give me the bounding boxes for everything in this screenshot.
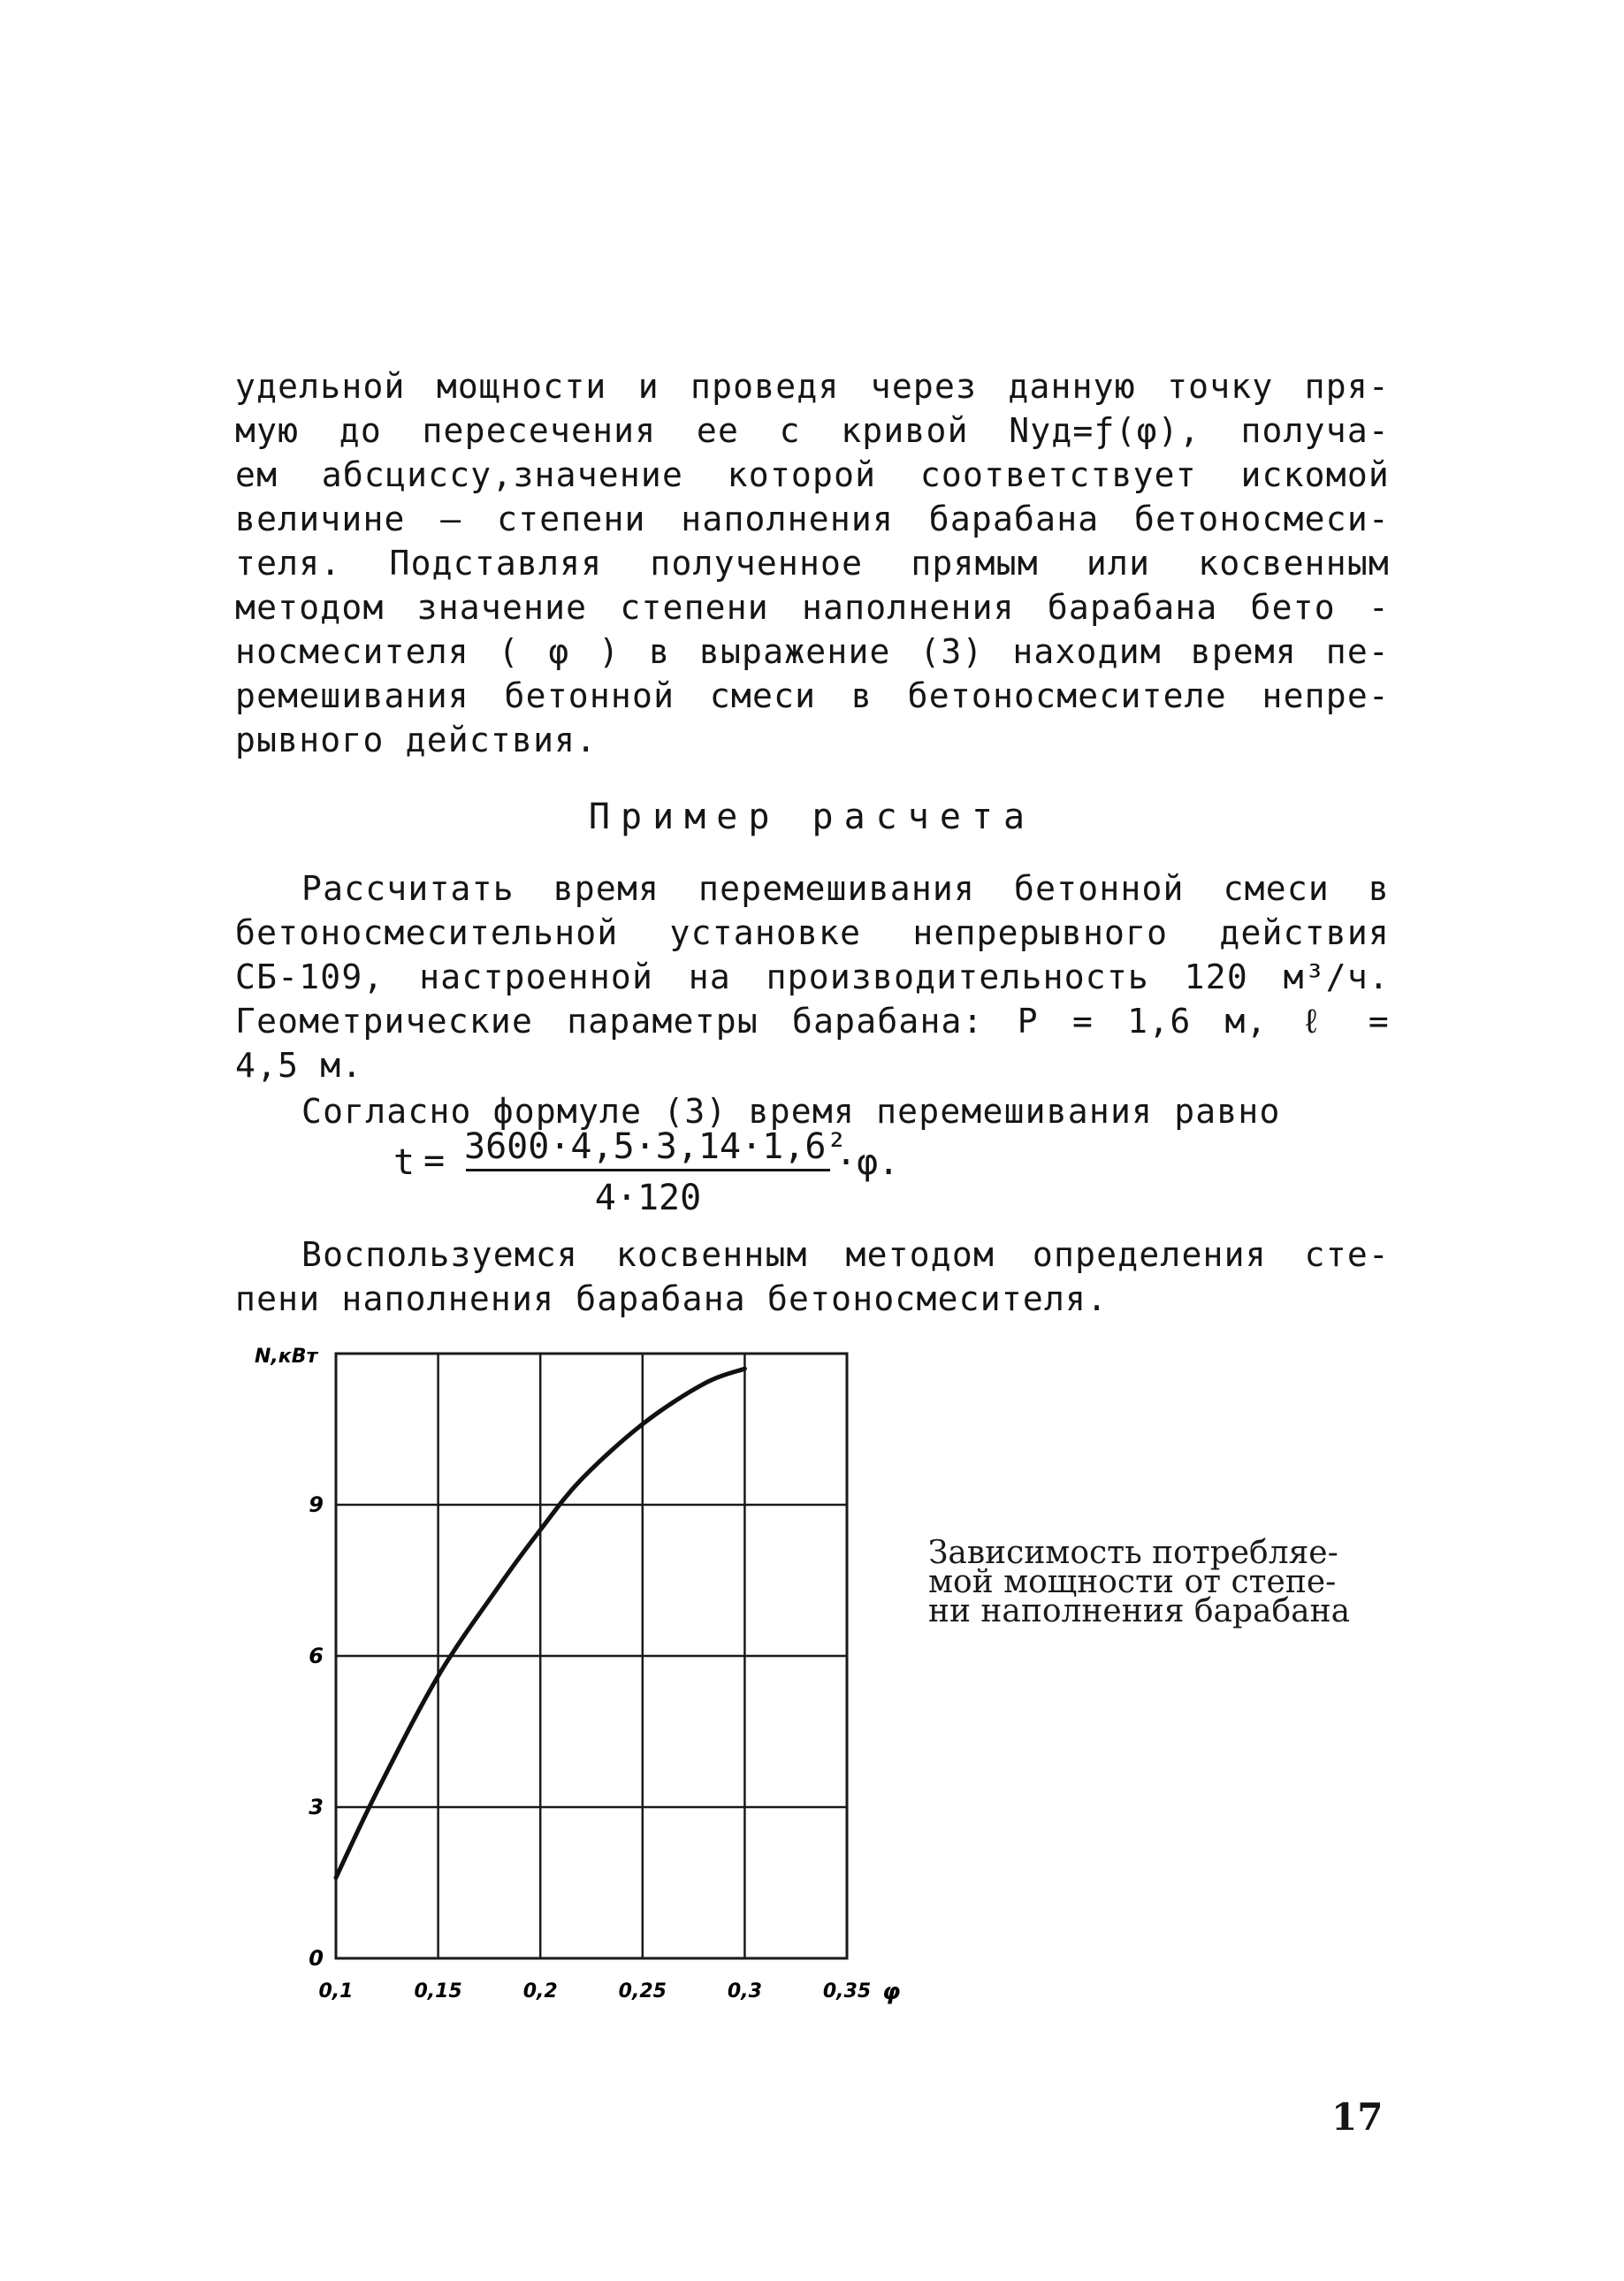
x-tick-label: 0,25 [618, 1980, 667, 2003]
x-tick-label: 0,2 [522, 1980, 558, 2003]
text-line: Зависимость потребляе- [928, 1535, 1338, 1571]
paragraph-example-task [235, 866, 1390, 1087]
text-line: мую до пересечения ее с кривой Nуд=ƒ(φ), получа- [235, 411, 1390, 450]
figure-caption [928, 1535, 1406, 1629]
x-tick-label: 0,35 [822, 1980, 872, 2003]
chart-grid [336, 1354, 847, 1958]
page-number: 17 [1331, 2095, 1384, 2139]
formula-numerator: 3600·4,5·3,14·1,6² [464, 1126, 848, 1167]
text-line: ремешивания бетонной смеси в бетоносмесителе непре- [235, 676, 1390, 715]
text-line: пени наполнения барабана бетоносмесителя. [235, 1279, 1109, 1318]
text-line: 4,5 м. [235, 1046, 363, 1085]
text-line: величине – степени наполнения барабана бетоносмеси- [235, 500, 1390, 538]
text-line: бетоносмесительной установке непрерывного действия [235, 913, 1390, 952]
y-tick-label: 3 [309, 1795, 324, 1819]
paragraph-method [235, 1232, 1390, 1321]
x-tick-label: 0,15 [414, 1980, 462, 2003]
chart-y-axis-label: N,кВт [255, 1346, 318, 1368]
text-line: ни наполнения барабана [928, 1593, 1351, 1629]
text-line: теля. Подставляя полученное прямым или косвенным [235, 544, 1390, 583]
chart-x-axis-label: φ [882, 1979, 901, 2005]
x-tick-label: 0,3 [727, 1980, 762, 2003]
y-tick-label: 9 [309, 1492, 324, 1517]
text-line: Геометрические параметры барабана: Р = 1,6 м, ℓ = [235, 1002, 1390, 1041]
text-line: методом значение степени наполнения барабана бето - [235, 588, 1390, 627]
text-line: рывного действия. [235, 721, 598, 759]
formula-equals: = [423, 1140, 446, 1181]
y-tick-label: 6 [309, 1644, 324, 1668]
mixing-time-formula [393, 1126, 942, 1227]
formula-lhs: t [393, 1142, 416, 1183]
y-tick-label: 0 [309, 1946, 324, 1971]
text-line: Согласно формуле (3) время перемешивания равно [301, 1092, 1281, 1131]
power-vs-fill-chart [212, 1322, 902, 2015]
text-line: ем абсциссу,значение которой соответствует искомой [235, 455, 1390, 494]
text-line: удельной мощности и проведя через данную точку пря- [235, 367, 1390, 406]
chart-svg [212, 1322, 902, 2011]
fraction-bar [466, 1169, 830, 1171]
text-line: Рассчитать время перемешивания бетонной смеси в [301, 869, 1390, 908]
formula-denominator: 4·120 [594, 1178, 702, 1218]
paragraph-continuation [235, 364, 1390, 762]
section-heading: Пример расчета [588, 797, 1036, 837]
text-line: Воспользуемся косвенным методом определения сте- [301, 1235, 1390, 1274]
text-line: СБ-109, настроенной на производительность 120 м³/ч. [235, 957, 1390, 996]
formula-tail: ·φ. [835, 1142, 900, 1183]
x-tick-label: 0,1 [318, 1980, 354, 2003]
chart-tick-labels [309, 1492, 871, 2003]
text-line: носмесителя ( φ ) в выражение (3) находим время пе- [235, 632, 1390, 671]
text-line: мой мощности от степе- [928, 1564, 1337, 1600]
